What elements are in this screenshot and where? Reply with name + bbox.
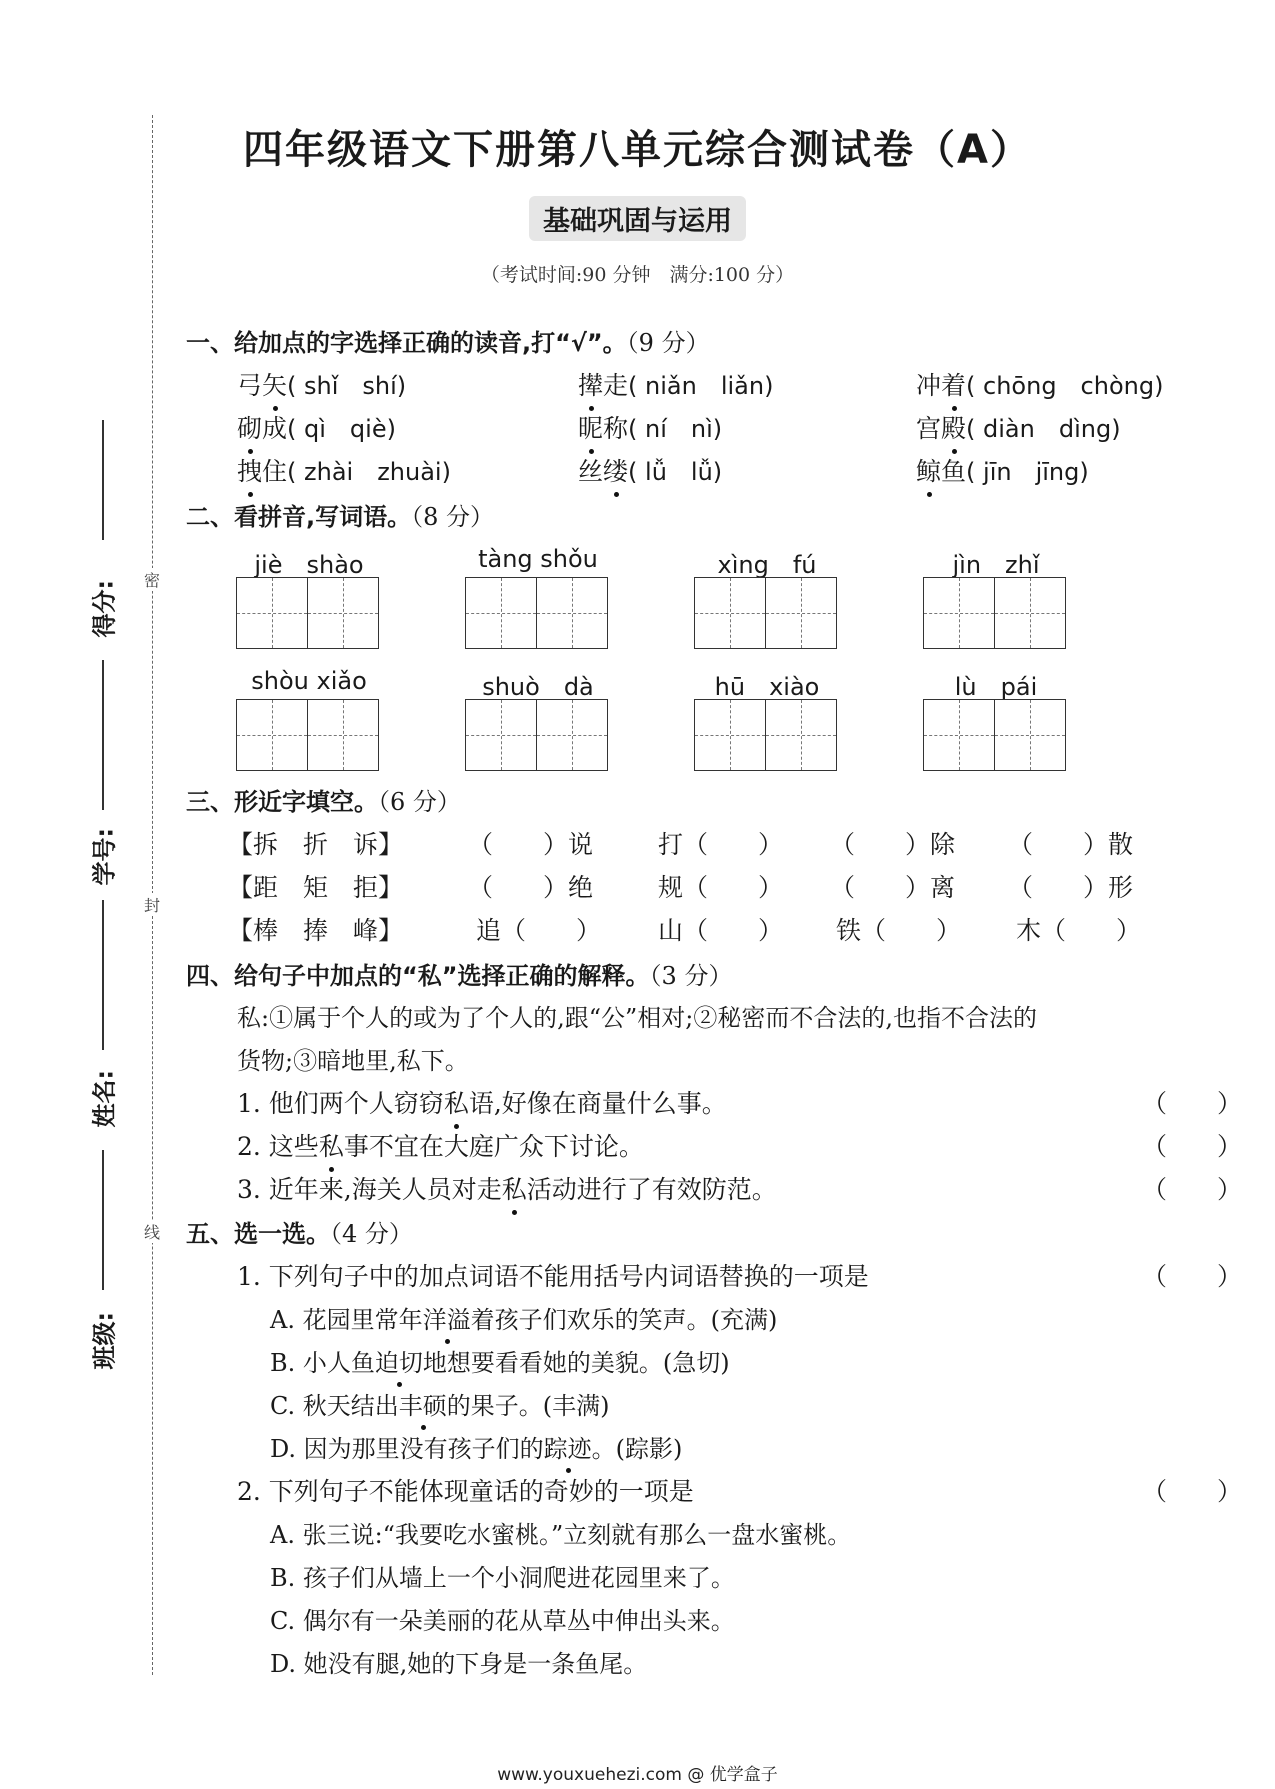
name-label: 姓名: bbox=[90, 1069, 119, 1128]
pinyin-label: hū xiào bbox=[714, 673, 820, 701]
option[interactable]: D. 她没有腿,她的下身是一条鱼尾。 bbox=[270, 1650, 648, 1678]
q1-item: 鲸鱼( jīn jīng) bbox=[916, 452, 1089, 488]
option[interactable]: C. 偶尔有一朵美丽的花从草丛中伸出头来。 bbox=[270, 1607, 735, 1635]
fill-blank[interactable]: （ ）绝 bbox=[468, 873, 594, 902]
option[interactable]: C. 秋天结出丰硕的果子。(丰满) bbox=[270, 1386, 610, 1421]
definition-line: 私:①属于个人的或为了个人的,跟“公”相对;②秘密而不合法的,也指不合法的 bbox=[237, 1004, 1037, 1032]
char-group: 【棒 捧 峰】 bbox=[228, 916, 404, 945]
q1-item: 弓矢( shǐ shí) bbox=[237, 366, 406, 402]
q1-item: 砌成( qì qiè) bbox=[237, 409, 396, 445]
pinyin-label: xìng fú bbox=[717, 551, 817, 579]
q1-item: 宫殿( diàn dìng) bbox=[916, 409, 1121, 445]
q1-item: 冲着( chōng chòng) bbox=[916, 366, 1163, 402]
option[interactable]: B. 孩子们从墙上一个小洞爬进花园里来了。 bbox=[270, 1564, 735, 1592]
sentence: 1. 他们两个人窃窃私语,好像在商量什么事。 bbox=[237, 1084, 727, 1120]
answer-blank[interactable]: （ ） bbox=[1142, 1089, 1243, 1118]
name-line[interactable] bbox=[102, 900, 104, 1050]
class-line[interactable] bbox=[102, 1150, 104, 1290]
fill-blank[interactable]: 打（ ） bbox=[658, 830, 784, 859]
writing-grid[interactable] bbox=[923, 699, 1066, 771]
q3-heading: 三、形近字填空。（6 分） bbox=[186, 788, 461, 816]
q1-item: 撵走( niǎn liǎn) bbox=[578, 366, 773, 402]
answer-blank[interactable]: （ ） bbox=[1142, 1175, 1243, 1204]
sentence: 3. 近年来,海关人员对走私活动进行了有效防范。 bbox=[237, 1170, 777, 1206]
pinyin-label: jìn zhǐ bbox=[952, 551, 1040, 579]
writing-grid[interactable] bbox=[694, 699, 837, 771]
question-stem: 2. 下列句子不能体现童话的奇妙的一项是 bbox=[237, 1477, 694, 1506]
fill-blank[interactable]: （ ）形 bbox=[1008, 873, 1134, 902]
q5-heading: 五、选一选。（4 分） bbox=[186, 1220, 413, 1248]
score-line[interactable] bbox=[102, 420, 104, 540]
fill-blank[interactable]: （ ）散 bbox=[1008, 830, 1134, 859]
q1-item: 丝缕( lǚ lǚ) bbox=[578, 452, 722, 488]
q1-item: 拽住( zhài zhuài) bbox=[237, 452, 451, 488]
definition-line: 货物;③暗地里,私下。 bbox=[237, 1047, 469, 1075]
answer-blank[interactable]: （ ） bbox=[1142, 1132, 1243, 1161]
writing-grid[interactable] bbox=[236, 577, 379, 649]
fill-blank[interactable]: （ ）离 bbox=[830, 873, 956, 902]
exam-meta: （考试时间:90 分钟 满分:100 分） bbox=[480, 264, 795, 286]
page-subtitle: 基础巩固与运用 bbox=[529, 196, 746, 241]
pinyin-label: shòu xiǎo bbox=[251, 667, 367, 695]
answer-blank[interactable]: （ ） bbox=[1142, 1477, 1243, 1506]
option[interactable]: D. 因为那里没有孩子们的踪迹。(踪影) bbox=[270, 1429, 682, 1464]
q2-heading: 二、看拼音,写词语。（8 分） bbox=[186, 503, 495, 531]
answer-blank[interactable]: （ ） bbox=[1142, 1262, 1243, 1291]
id-line[interactable] bbox=[102, 660, 104, 810]
char-group: 【拆 折 诉】 bbox=[228, 830, 404, 859]
writing-grid[interactable] bbox=[694, 577, 837, 649]
fill-blank[interactable]: （ ）除 bbox=[830, 830, 956, 859]
sentence: 2. 这些私事不宜在大庭广众下讨论。 bbox=[237, 1127, 644, 1163]
fill-blank[interactable]: 铁（ ） bbox=[836, 916, 962, 945]
seal-feng: 封 bbox=[144, 893, 160, 916]
q1-heading: 一、给加点的字选择正确的读音,打“√”。（9 分） bbox=[186, 329, 710, 357]
id-label: 学号: bbox=[90, 827, 119, 886]
fill-blank[interactable]: 山（ ） bbox=[658, 916, 784, 945]
writing-grid[interactable] bbox=[923, 577, 1066, 649]
class-label: 班级: bbox=[90, 1311, 119, 1370]
pinyin-label: jiè shào bbox=[254, 551, 364, 579]
option[interactable]: A. 张三说:“我要吃水蜜桃。”立刻就有那么一盘水蜜桃。 bbox=[270, 1521, 852, 1549]
seal-mi: 密 bbox=[144, 568, 160, 591]
question-stem: 1. 下列句子中的加点词语不能用括号内词语替换的一项是 bbox=[237, 1262, 869, 1291]
q4-heading: 四、给句子中加点的“私”选择正确的解释。（3 分） bbox=[186, 962, 733, 990]
fill-blank[interactable]: 木（ ） bbox=[1016, 916, 1142, 945]
pinyin-label: lù pái bbox=[954, 673, 1038, 701]
option[interactable]: B. 小人鱼迫切地想要看看她的美貌。(急切) bbox=[270, 1343, 730, 1378]
fill-blank[interactable]: （ ）说 bbox=[468, 830, 594, 859]
fill-blank[interactable]: 规（ ） bbox=[658, 873, 784, 902]
score-label: 得分: bbox=[90, 579, 119, 638]
q1-item: 昵称( ní nì) bbox=[578, 409, 722, 445]
footer-watermark: www.youxuehezi.com @ 优学盒子 bbox=[497, 1765, 778, 1785]
seal-xian: 线 bbox=[144, 1220, 160, 1243]
writing-grid[interactable] bbox=[236, 699, 379, 771]
fill-blank[interactable]: 追（ ） bbox=[476, 916, 602, 945]
writing-grid[interactable] bbox=[465, 577, 608, 649]
option[interactable]: A. 花园里常年洋溢着孩子们欢乐的笑声。(充满) bbox=[270, 1300, 777, 1335]
pinyin-label: tàng shǒu bbox=[478, 545, 598, 573]
char-group: 【距 矩 拒】 bbox=[228, 873, 404, 902]
page-title: 四年级语文下册第八单元综合测试卷（A） bbox=[243, 127, 1032, 173]
writing-grid[interactable] bbox=[465, 699, 608, 771]
pinyin-label: shuò dà bbox=[482, 673, 594, 701]
